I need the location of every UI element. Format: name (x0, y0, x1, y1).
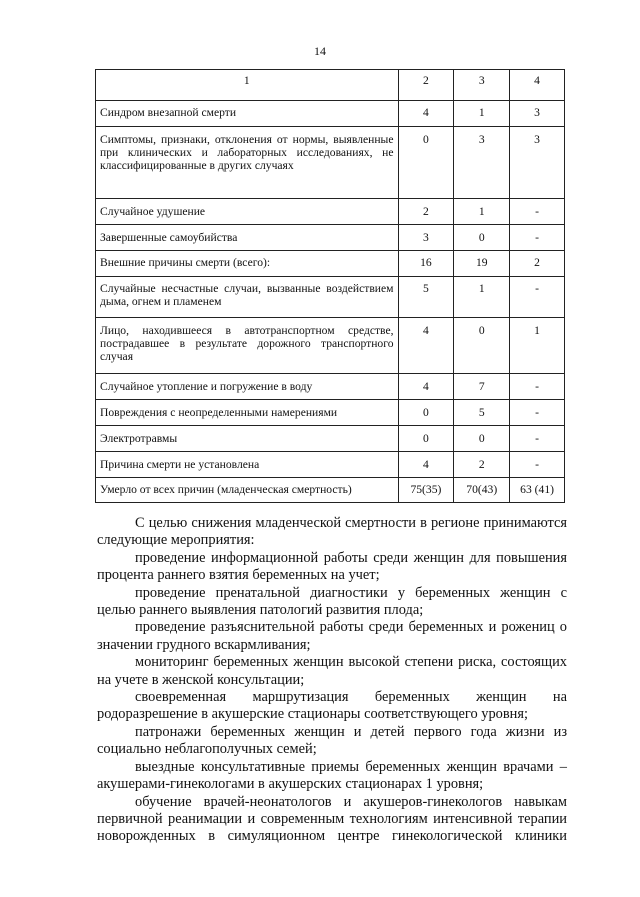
paragraph: проведение разъяснительной работы среди беременных и рожениц о значении грудного вскармливания; (97, 619, 567, 653)
header-cell-2: 2 (398, 70, 454, 101)
row-value-col2: 4 (398, 318, 454, 374)
header-cell-3: 3 (454, 70, 510, 101)
table-row (96, 318, 565, 374)
table-row (96, 101, 565, 127)
row-label: Электротравмы (96, 426, 399, 452)
paragraph: проведение пренатальной диагностики у беременных женщин с целью раннего выявления патологий развития плода; (97, 584, 567, 619)
row-value-col3: 5 (454, 400, 510, 426)
table-row (96, 251, 565, 277)
row-value-col3: 70(43) (454, 478, 510, 503)
row-value-col4: - (510, 225, 565, 251)
page-number: 14 (314, 44, 326, 58)
row-value-col3: 0 (454, 426, 510, 452)
table-row (96, 426, 565, 452)
row-label: Причина смерти не установлена (96, 452, 399, 478)
row-value-col4: 63 (41) (510, 478, 565, 503)
row-label: Случайное утопление и погружение в воду (96, 374, 399, 400)
row-value-col3: 1 (454, 199, 510, 225)
row-value-col4: - (510, 277, 565, 318)
row-value-col2: 4 (398, 452, 454, 478)
row-value-col2: 5 (398, 277, 454, 318)
row-label: Завершенные самоубийства (96, 225, 399, 251)
row-value-col4: - (510, 199, 565, 225)
table-header-row (96, 70, 565, 101)
row-label: Случайные несчастные случаи, вызванные воздействием дыма, огнем и пламенем (96, 277, 399, 318)
header-cell-1: 1 (96, 70, 399, 101)
paragraph: обучение врачей-неонатологов и акушеров-гинекологов навыкам первичной реанимации и современным технологиям интенсивной терапии новорожденных в симуляционном центре гинекологической клиники (97, 793, 567, 845)
row-value-col2: 3 (398, 225, 454, 251)
paragraph: патронажи беременных женщин и детей первого года жизни из социально неблагополучных семей; (97, 723, 567, 758)
row-value-col4: 3 (510, 127, 565, 199)
row-value-col3: 1 (454, 277, 510, 318)
table-row (96, 225, 565, 251)
table-row (96, 400, 565, 426)
row-value-col3: 1 (454, 101, 510, 127)
row-value-col2: 4 (398, 101, 454, 127)
row-label: Симптомы, признаки, отклонения от нормы, выявленные при клинических и лабораторных исследованиях, не классифицированные в других случаях (96, 127, 399, 199)
mortality-table (95, 69, 565, 503)
paragraph: выездные консультативные приемы беременных женщин врачами – акушерами-гинекологами в акушерских стационарах 1 уровня; (97, 758, 567, 793)
table-row (96, 277, 565, 318)
row-value-col2: 0 (398, 127, 454, 199)
row-value-col3: 3 (454, 127, 510, 199)
row-value-col3: 19 (454, 251, 510, 277)
row-value-col4: 2 (510, 251, 565, 277)
row-value-col2: 0 (398, 400, 454, 426)
row-value-col4: - (510, 452, 565, 478)
table-row (96, 127, 565, 199)
row-label: Умерло от всех причин (младенческая смертность) (96, 478, 399, 503)
table-row (96, 374, 565, 400)
row-label: Случайное удушение (96, 199, 399, 225)
row-label: Синдром внезапной смерти (96, 101, 399, 127)
table-row (96, 452, 565, 478)
row-label: Внешние причины смерти (всего): (96, 251, 399, 277)
row-value-col3: 7 (454, 374, 510, 400)
row-value-col4: - (510, 374, 565, 400)
row-value-col2: 2 (398, 199, 454, 225)
paragraph: С целью снижения младенческой смертности в регионе принимаются следующие мероприятия: (97, 515, 567, 549)
header-cell-4: 4 (510, 70, 565, 101)
body-text (97, 515, 567, 846)
row-label: Лицо, находившееся в автотранспортном средстве, пострадавшее в результате дорожного транспортного случая (96, 318, 399, 374)
row-label: Повреждения с неопределенными намерениями (96, 400, 399, 426)
row-value-col3: 2 (454, 452, 510, 478)
row-value-col2: 75(35) (398, 478, 454, 503)
row-value-col4: 1 (510, 318, 565, 374)
table-row (96, 199, 565, 225)
paragraph: мониторинг беременных женщин высокой степени риска, состоящих на учете в женской консультации; (97, 654, 567, 688)
row-value-col3: 0 (454, 318, 510, 374)
table-row-total (96, 478, 565, 503)
row-value-col4: 3 (510, 101, 565, 127)
row-value-col3: 0 (454, 225, 510, 251)
row-value-col2: 16 (398, 251, 454, 277)
paragraph: проведение информационной работы среди женщин для повышения процента раннего взятия беременных на учет; (97, 549, 567, 584)
row-value-col4: - (510, 400, 565, 426)
row-value-col2: 4 (398, 374, 454, 400)
paragraph: своевременная маршрутизация беременных женщин на родоразрешение в акушерские стационары соответствующего уровня; (97, 689, 567, 723)
row-value-col2: 0 (398, 426, 454, 452)
row-value-col4: - (510, 426, 565, 452)
